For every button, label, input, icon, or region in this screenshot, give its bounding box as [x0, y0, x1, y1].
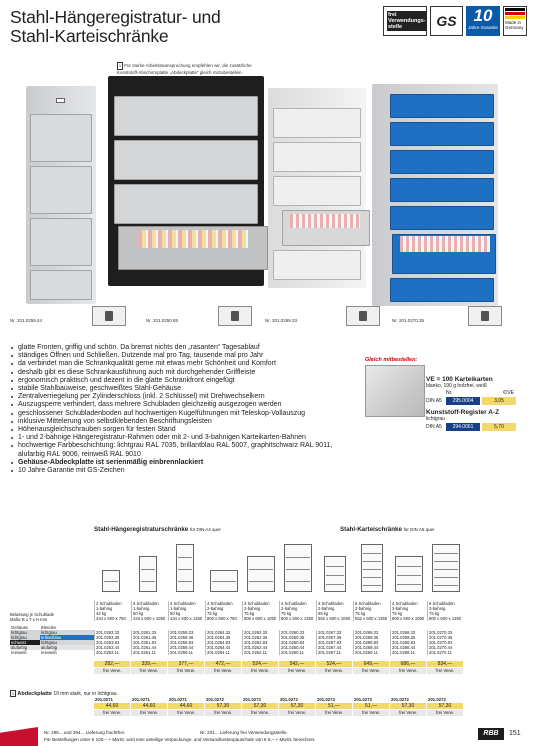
- certification-badges: [383, 6, 527, 36]
- sketch-3-drawer: [139, 556, 157, 592]
- abdeck-numbers: 201.0271 201.0271 201.0271 201.0272 201.0272 201.0272 201.0273 201.0273 201.0272 201.0272: [95, 697, 446, 702]
- title-line-1: Stahl-Hängeregistratur- und: [10, 7, 221, 27]
- article-numbers: 201.0263.33 201.0263.36 201.0263.83 201.0263.44 201.0263.11 201.0261.33 201.0261.35 201.0261.83 201.0261.44 201.0261.11 201.0259.33 201.0259.36 201.0259.83 201.0259.44 201.0259.11 201.0264.33 201.0264.35 201.0264.83 201.0264.44 201.0264.11 201.0262.33 201.0262.35 201.0262.83 201.0262.44 201.0262.11 201.0260.33 201.0260.35 201.0260.83 201.0260.44 201.0260.11 201.0267.33 201.0267.36 201.0267.83 201.0267.44 201.0267.11 201.0269.33 201.0269.36 201.0269.83 201.0269.44 201.0269.11 201.0268.33 201.0268.35 201.0268.83 201.0268.44 201.0268.11 201.0270.33 201.0270.35 201.0270.83 201.0270.44 201.0270.11: [94, 630, 464, 655]
- title-line-2: Stahl-Karteischränke: [10, 26, 169, 46]
- product-number-3: Nr. 201.0269.33: [265, 318, 298, 323]
- feature-item: ■ 10 Jahre Garantie mit GS-Zeichen: [11, 467, 341, 475]
- frei-verwendungsstelle-badge: frei Verwendungs-stelle: [383, 6, 427, 36]
- feature-item: ■ Zentralverriegelung per Zylinderschloss (inkl. 2 Schlüssel) mit Drehwechselkern: [11, 393, 341, 401]
- group2-title: Stahl-Karteischränke für DIN A5 quer: [340, 526, 435, 533]
- karteikarten-price: 3,05: [482, 397, 516, 405]
- feature-item: ■ geschlossener Schubladenboden auf hochwertigen Kugelführungen mit Teleskop-Vollauszug: [11, 410, 341, 418]
- abdeckplatte-note: 1 Für starke Arbeitsbeanspruchung empfehlen wir, die zusätzliche Kunststoff-Abschirmplatte „Abdeckplatte“ gleich mitzubestellen.: [117, 63, 252, 75]
- feature-item: ■ stabile Stahlbauweise, geschweißtes Stahl-Gehäuse: [11, 385, 341, 393]
- rbb-logo: RBB: [478, 728, 504, 740]
- feature-list: [11, 344, 341, 475]
- made-in-germany-badge: Made in Germany: [503, 6, 527, 36]
- feature-item: ■ Gehäuse-Abdeckplatte ist serienmäßig einbrennlackiert: [11, 459, 341, 467]
- abdeck-frei: frei Verw. frei Verw. frei Verw. frei Verw. frei Verw. frei Verw. frei Verw. frei Verw. frei Verw. frei Verw.: [94, 710, 464, 716]
- sketch-2-drawer: [102, 570, 120, 592]
- product-number-2: Nr. 201.0250.85: [146, 318, 179, 323]
- sketch-karte-4: [324, 556, 346, 592]
- sketch-4-drawer: [176, 544, 194, 592]
- sketch-4-drawer-wide: [284, 544, 312, 592]
- feature-item: ■ 1- und 2-bahnige Hängeregistratur-Rahmen oder mit 2- und 3-bahnigen Karteikarten-Bahnen: [11, 434, 341, 442]
- sketch-3-drawer-wide: [247, 556, 275, 592]
- sketch-karte-6-wide: [432, 544, 460, 592]
- register-art-nr: 294.0061: [446, 423, 480, 431]
- page-footer: Nr. 295... und 294... Lieferung frachtfrei. Nr. 201... Lieferung frei Verwendungsstelle. Für Bestellungen unter € 100,– + MwSt. wird eine anteilige Verpackungs- und Versandkostenpauschale von € 6,– + MwSt. berechnet. RBB 151: [0, 727, 535, 746]
- gs-seal-icon: GS: [430, 6, 463, 36]
- sketch-2-drawer-wide: [210, 570, 238, 592]
- lock-detail-icon: [218, 306, 252, 326]
- sketch-karte-4-wide: [395, 556, 423, 592]
- hanging-folders: [138, 230, 248, 248]
- cabinet-blue-6-drawer: [372, 84, 498, 306]
- cabinet-white-5-drawer: [268, 88, 366, 288]
- feature-item: ■ inklusive Mittelerung von selbstklebenden Beschriftungsleisten: [11, 418, 341, 426]
- brand-stripe: [0, 727, 38, 746]
- feature-item: ■ hochwertige Farbbeschichtung: lichtgrau RAL 7035, brillantblau RAL 5007, graphitschwarz RAL 9011, alufarbig RAL 9006, reinweiß RAL 9010: [11, 442, 341, 458]
- feature-item: ■ Auszugsperre verhindert, dass mehrere Schubladen gleichzeitig ausgezogen werden: [11, 401, 341, 409]
- card-box-image: [365, 365, 425, 417]
- feature-item: ■ glatte Fronten, griffig und schön. Da bremst nichts den „rasanten“ Tagesablauf: [11, 344, 341, 352]
- sketch-karte-6: [361, 544, 383, 592]
- index-cards-blue: [400, 236, 490, 252]
- product-number-4: Nr. 201.0270.35: [392, 318, 425, 323]
- price-row: 282,— 339,— 377,— 472,— 524,— 542,— 524,— 649,— 686,— 834,—: [94, 661, 464, 667]
- feature-item: ■ da verbindet man die Schrankqualität gerne mit etwas mehr Schönheit und Komfort: [11, 360, 341, 368]
- abdeckplatte-label: 1 Abdeckplatte 19 mm stark, nur in lichtgrau.: [11, 691, 118, 697]
- spec-row: 2 Schubladen 1-bahnig 42 kg 434 x 600 x 750 3 Schubladen 1-bahnig 50 kg 434 x 600 x 1050 4 Schubladen 1-bahnig 50 kg 434 x 600 x 1350 2 Schubladen 2-bahnig 75 kg 800 x 600 x 750 3 Schubladen 2-bahnig 75 kg 800 x 600 x 1050 4 Schubladen 2-bahnig 75 kg 800 x 600 x 1350 4 Schubladen 2-bahnig 65 kg 552 x 600 x 1050 6 Schubladen 2-bahnig 75 kg 552 x 600 x 1350 4 Schubladen 3-bahnig 75 kg 800 x 600 x 1050 6 Schubladen 3-bahnig 75 kg 800 x 600 x 1350: [94, 601, 464, 621]
- feature-item: ■ ständiges Öffnen und Schließen. Dutzende mal pro Tag, tausende mal pro Jahr: [11, 352, 341, 360]
- feature-item: ■ deshalb gibt es diese Schrankausführung auch mit durchgehender Griffleiste: [11, 369, 341, 377]
- lock-detail-icon: [92, 306, 126, 326]
- karteikarten-accessory: Gleich mitbestellen: VE = 100 Karteikarten blanko, 190 g holzfrei, weiß Nr. €/VE DIN A5 295.0004 3,05 Kunststoff-Register A-Z lichtgrau DIN A5 294.0061 5,70: [365, 357, 514, 430]
- page-number: 151: [509, 730, 521, 737]
- karteikarten-art-nr: 295.0004: [446, 397, 480, 405]
- cabinet-gray-4-drawer: [26, 86, 96, 304]
- cabinet-black-4-drawer: [108, 76, 264, 286]
- lock-detail-icon: [346, 306, 380, 326]
- index-cards: [290, 214, 360, 228]
- group1-title: Stahl-Hängeregistraturschränke für DIN A4 quer: [94, 526, 221, 533]
- abdeck-prices: 44,60 44,60 44,60 57,30 57,30 57,30 51,— 51,— 57,30 57,30: [94, 703, 464, 709]
- feature-item: ■ Höhenausgleichschrauben sorgen für festen Stand: [11, 426, 341, 434]
- warranty-badge: 10 Jahre Garantie: [466, 6, 500, 36]
- color-legend: Gehäuse Blenden lichtgrau lichtgrau lichtgrau brillantblau schwarz lichtgrau alufarbig alufarbig reinweiß reinweiß: [10, 630, 94, 655]
- product-number-1: Nr. 201.0259.44: [10, 318, 43, 323]
- feature-item: ■ ergonomisch praktisch und dezent in die glatte Schrankfront eingefügt: [11, 377, 341, 385]
- register-price: 5,70: [482, 423, 516, 431]
- left-spec-labels: Belastung je Schublade Maße B x T x H mm: [10, 612, 55, 622]
- lock-detail-icon: [468, 306, 502, 326]
- page-title: [10, 8, 221, 46]
- frei-row: frei Verw. frei Verw. frei Verw. frei Verw. frei Verw. frei Verw. frei Verw. frei Verw. frei Verw. frei Verw.: [94, 668, 464, 674]
